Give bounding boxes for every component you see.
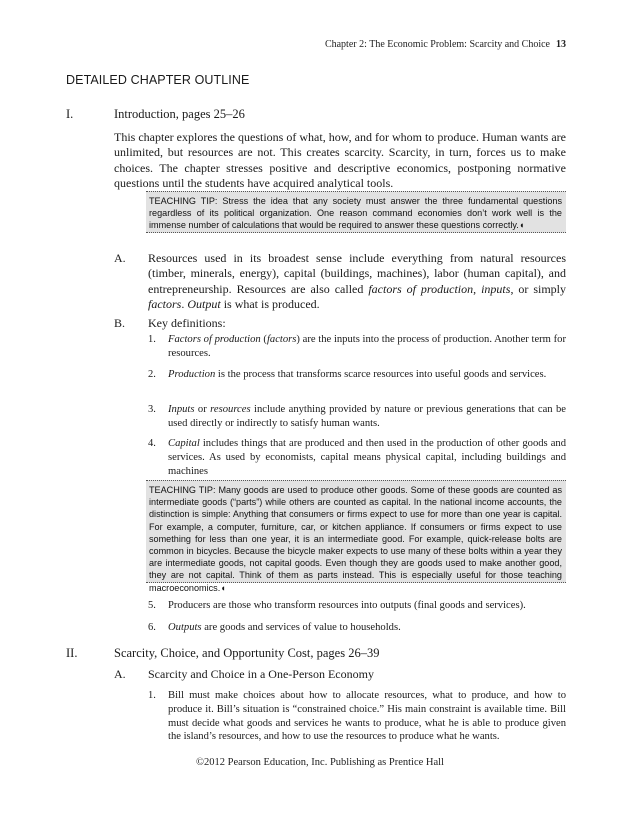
definition-1-paren-close: ) [296,334,300,345]
part1-A-text-4: . [181,297,188,312]
page-number: 13 [556,39,566,50]
definition-2-term: Production [168,369,216,380]
definition-3-text: include anything provided by nature or previous generations that can be used directly or indirectly to satisfy human wants. [168,404,566,429]
teaching-tip-1 [146,191,566,233]
part1-B-heading: Key definitions: [148,316,226,330]
part1-numeral: I. [66,107,74,121]
definition-4-term: Capital [168,438,200,449]
running-head-title: Chapter 2: The Economic Problem: Scarcity and Choice [324,39,550,50]
copyright-footer: ©2012 Pearson Education, Inc. Publishing as Prentice Hall [196,757,444,768]
definition-3-term-b: resources [210,404,251,415]
part1-A-paragraph [148,251,566,313]
definition-6-term: Outputs [168,622,202,633]
definition-5-number: 5. [148,600,156,611]
definition-6 [168,621,566,635]
definition-1-number: 1. [148,334,156,345]
definition-3-term: Inputs [168,404,195,415]
part2-item-1 [168,689,566,744]
definition-5 [168,599,566,613]
part1-paragraph: This chapter explores the questions of what, how, and for whom to produce. Human wants are unlimited, but resources are not. This creates scarcity. Scarcity, in turn, forces us to make choices. The chapter stresses positive and descriptive economics, postponing normative questions until the students have acquired analytical tools. [114,130,566,191]
definition-6-text: are goods and services of value to households. [201,622,401,633]
definition-3-number: 3. [148,404,156,415]
definition-4-text: includes things that are produced and then used in the production of other goods and services. As used by economists, capital means physical capital, including buildings and machines [168,438,566,477]
definition-1-text: are the inputs into the process of production. Another term for resources. [168,334,566,359]
part2-A-letter: A. [114,667,126,681]
definition-1-term: Factors of production [168,334,261,345]
teaching-tip-2 [146,480,566,593]
definition-2 [168,368,566,382]
part2-numeral: II. [66,646,78,660]
part1-A-text-5: is what is produced. [220,297,320,312]
definition-2-text: is the process that transforms scarce resources into useful goods and services. [215,369,547,380]
tip-end-mark: ◖ [220,582,226,593]
term-inputs: inputs [481,281,511,296]
part2-A-heading: Scarcity and Choice in a One-Person Economy [148,667,374,681]
part1-B-letter: B. [114,316,126,330]
term-output: Output [187,297,221,312]
part1-A-text-2: , [473,281,482,296]
part1-A-text-1: Resources used in its broadest sense include everything from natural resources (timber, minerals, energy), capital (buildings, machines), labor (human capital), and entrepreneurship. Resources are also called [148,251,566,296]
definition-6-number: 6. [148,622,156,633]
part1-heading: Introduction, pages 25–26 [114,107,245,121]
running-head [300,38,566,51]
term-factors-of-production: factors of production [368,281,474,296]
section-title: DETAILED CHAPTER OUTLINE [66,73,250,87]
definition-1 [168,333,566,361]
part2-item-1-text: Bill must make choices about how to allocate resources, what to produce, and how to produce it. Bill’s situation is “constrained choice.” His main constraint is available time. Bill must decide what goods and services he wants to produce, what he is able to produce given the island’s resources, and how to use the resources to produce what he wants. [168,690,566,743]
teaching-tip-1-text: TEACHING TIP: Stress the idea that any society must answer the three fundamental questions regardless of its political organization. One reason command economies don’t work well is the immense number of calculations that would be required to answer these questions correctly. [149,196,562,231]
definition-2-number: 2. [148,369,156,380]
part2-heading: Scarcity, Choice, and Opportunity Cost, pages 26–39 [114,646,380,660]
tip-end-mark: ◖ [518,220,525,231]
part1-A-letter: A. [114,251,126,265]
definition-4-number: 4. [148,438,156,449]
part1-A-text-3: , or simply [510,281,567,296]
part2-item-1-number: 1. [148,690,156,701]
definition-4 [168,437,566,478]
definition-1-term-b: factors [266,334,297,345]
definition-5-text: Producers are those who transform resources into outputs (final goods and services). [168,600,526,611]
definition-3 [168,403,566,431]
term-factors: factors [148,297,182,312]
definition-1-paren-open: ( [260,334,267,345]
definition-3-mid: or [194,404,211,415]
teaching-tip-2-text: TEACHING TIP: Many goods are used to produce other goods. Some of these goods are counted as intermediate goods (“parts”) while others are counted as capital. In the national income accounts, the distinction is simple: Anything that consumers or firms expect to use for more than one year is capital. For example, a computer, furniture, car, or kitchen appliance. If consumers or firms expect to use something for less than one year, it is an intermediate good. For example, quick-release bolts are common in bicycles. Because the bicycle maker expects to use many of these bolts within a year they are intermediate goods, not capital goods. Even though they are goods used to make another good, they are not capital. Think of them as parts instead. This is especially useful for those teaching macroeconomics. [149,485,562,593]
